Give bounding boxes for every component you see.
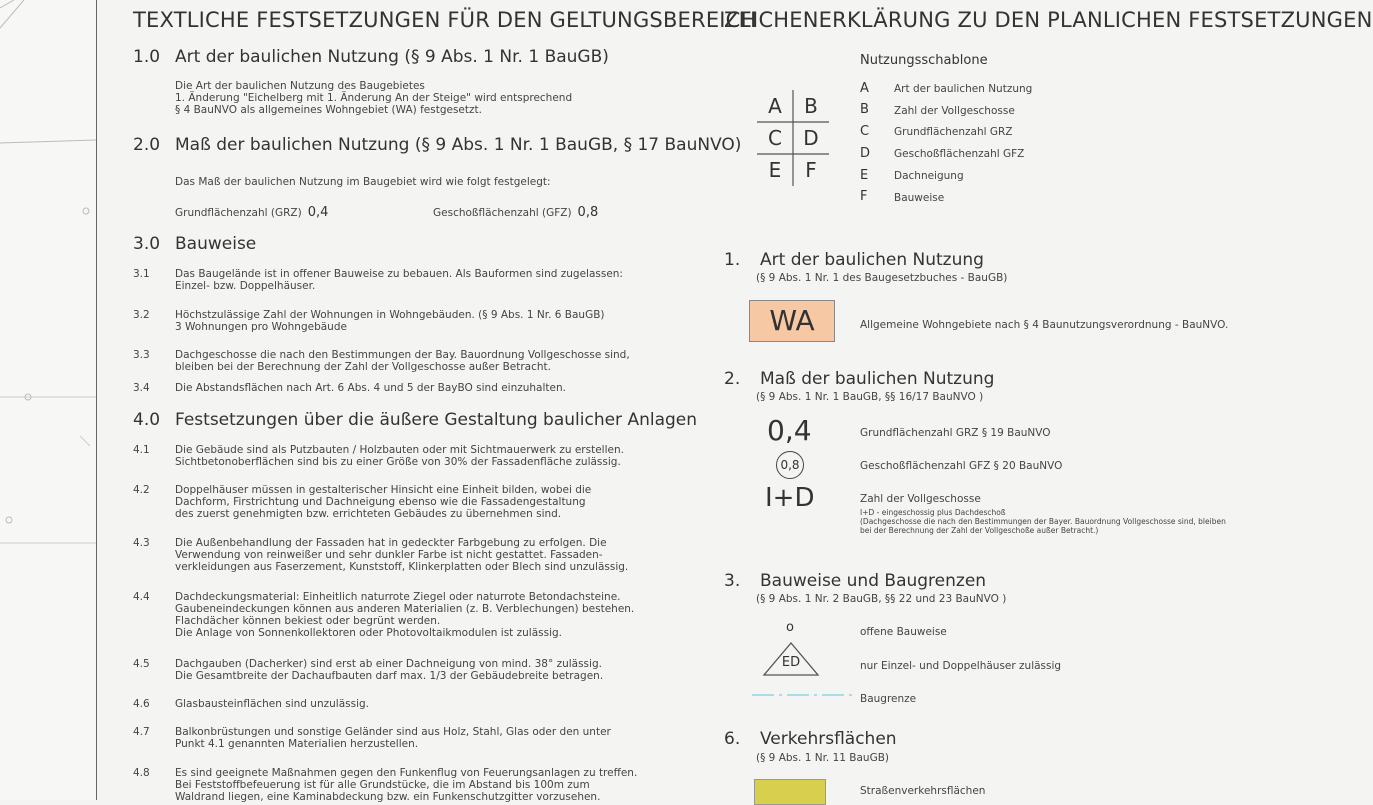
schablone-cell-c: C <box>768 126 782 150</box>
section-1-heading <box>133 47 609 67</box>
item-4-5-number: 4.5 <box>133 658 150 670</box>
section-3-number: 3.0 <box>133 234 161 254</box>
offen-symbol: o <box>786 620 794 635</box>
legend-2-number: 2. <box>724 369 741 389</box>
legend-1-sub: (§ 9 Abs. 1 Nr. 1 des Baugesetzbuches - BauGB) <box>756 272 1008 284</box>
item-3-2-text: Höchstzulässige Zahl der Wohnungen in Wohngebäuden. (§ 9 Abs. 1 Nr. 6 BauGB) 3 Wohnungen pro Wohngebäude <box>175 309 605 333</box>
item-4-7-text: Balkonbrüstungen und sonstige Geländer sind aus Holz, Stahl, Glas oder den unter Punkt 4.1 genannten Materialien herzustellen. <box>175 726 611 750</box>
ed-description: nur Einzel- und Doppelhäuser zulässig <box>860 660 1062 672</box>
section-2-title: Maß der baulichen Nutzung (§ 9 Abs. 1 Nr. 1 BauGB, § 17 BauNVO) <box>175 135 742 155</box>
item-3-3-number: 3.3 <box>133 349 150 361</box>
offen-description: offene Bauweise <box>860 626 947 638</box>
item-3-2-number: 3.2 <box>133 309 150 321</box>
legend-6-sub: (§ 9 Abs. 1 Nr. 11 BauGB) <box>756 752 890 764</box>
legend-3-title: Bauweise und Baugrenzen <box>760 571 987 591</box>
ed-symbol: ED <box>781 655 801 670</box>
legend-2-title: Maß der baulichen Nutzung <box>760 369 995 389</box>
margin-drawing <box>0 0 96 800</box>
item-4-4-text: Dachdeckungsmaterial: Einheitlich naturrote Ziegel oder naturrote Betondachsteine. Gaubeneindeckungen können aus anderen Materialien (z. B. Verblechungen) bestehen. Flachdächer können bekiest oder begrünt werden. Die Anlage von Sonnenkollektoren oder Photovoltaikmodulen ist zulässig. <box>175 591 635 639</box>
schablone-cell-e: E <box>768 158 782 182</box>
schablone-legend-f-letter: F <box>860 189 868 204</box>
section-4-number: 4.0 <box>133 410 161 430</box>
baugrenze-line <box>752 692 854 698</box>
schablone-cell-f: F <box>805 158 817 182</box>
legend-3-heading <box>724 571 986 591</box>
legend-3-sub: (§ 9 Abs. 1 Nr. 2 BauGB, §§ 22 und 23 BauNVO ) <box>756 593 1007 605</box>
schablone-legend-e-text: Dachneigung <box>894 170 964 182</box>
schablone-legend-a-letter: A <box>860 81 869 96</box>
item-4-6-text: Glasbausteinflächen sind unzulässig. <box>175 698 369 710</box>
gfz-label: Geschoßflächenzahl (GFZ) <box>433 207 572 219</box>
item-4-1-text: Die Gebäude sind als Putzbauten / Holzbauten oder mit Sichtmauerwerk zu erstellen. Sichtbetonoberflächen sind bis zu einer Größe von 30% der Fassadenfläche zulässig. <box>175 444 624 468</box>
nutzungsschablone <box>757 86 829 190</box>
grz-label: Grundflächenzahl (GRZ) <box>175 207 302 219</box>
schablone-legend-c-text: Grundflächenzahl GRZ <box>894 126 1013 138</box>
wa-symbol: WA <box>749 300 835 342</box>
item-4-1-number: 4.1 <box>133 444 150 456</box>
gfz-symbol: 0,8 <box>776 451 804 479</box>
item-4-6-number: 4.6 <box>133 698 150 710</box>
schablone-legend-d-letter: D <box>860 146 871 161</box>
section-3-title: Bauweise <box>175 234 257 254</box>
legend-6-number: 6. <box>724 729 741 749</box>
legend-1-number: 1. <box>724 250 741 270</box>
grz-line <box>175 207 328 219</box>
gfz-value: 0,8 <box>577 205 599 220</box>
item-3-4-number: 3.4 <box>133 382 150 394</box>
schablone-cell-b: B <box>804 94 818 118</box>
item-4-8-text: Es sind geeignete Maßnahmen gegen den Funkenflug von Feuerungsanlagen zu treffen. Bei Feststoffbefeuerung ist für alle Grundstücke, die im Abstand bis 100m zum Waldrand liegen, eine Kaminabdeckung bzw. ein Funkenschutzgitter vorzusehen. <box>175 767 638 803</box>
schablone-legend-f-text: Bauweise <box>894 192 945 204</box>
baugrenze-description: Baugrenze <box>860 693 917 705</box>
item-4-3-text: Die Außenbehandlung der Fassaden hat in gedeckter Farbgebung zu erfolgen. Die Verwendung von reinweißer und sehr dunkler Farbe ist nicht gestattet. Fassaden- verkleidungen aus Faserzement, Kunststoff, Klinkerplatten oder Blech sind unzulässig. <box>175 537 629 573</box>
schablone-legend-e-letter: E <box>860 168 869 183</box>
item-3-1-text: Das Baugelände ist in offener Bauweise zu bebauen. Als Bauformen sind zugelassen: Einzel- bzw. Doppelhäuser. <box>175 268 623 292</box>
grz-symbol: 0,4 <box>767 414 812 447</box>
section-2-intro: Das Maß der baulichen Nutzung im Baugebiet wird wie folgt festgelegt: <box>175 176 551 188</box>
vollgeschoss-description: Zahl der Vollgeschosse <box>860 493 981 505</box>
right-title: ZEICHENERKLÄRUNG ZU DEN PLANLICHEN FESTSETZUNGEN <box>724 8 1373 32</box>
section-1-number: 1.0 <box>133 47 161 67</box>
item-3-4-text: Die Abstandsflächen nach Art. 6 Abs. 4 und 5 der BayBO sind einzuhalten. <box>175 382 566 394</box>
item-3-1-number: 3.1 <box>133 268 150 280</box>
item-4-2-text: Doppelhäuser müssen in gestalterischer Hinsicht eine Einheit bilden, wobei die Dachform, Firstrichtung und Dachneigung ebenso wie die Fassadengestaltung des zuerst genehmigten bzw. errichteten Gebäudes zu übernehmen sind. <box>175 484 592 520</box>
ed-triangle <box>762 641 820 677</box>
legend-1-title: Art der baulichen Nutzung <box>760 250 984 270</box>
item-4-5-text: Dachgauben (Dacherker) sind erst ab einer Dachneigung von mind. 38° zulässig. Die Gesamtbreite der Dachaufbauten darf max. 1/3 der Gebäudebreite betragen. <box>175 658 604 682</box>
left-title: TEXTLICHE FESTSETZUNGEN FÜR DEN GELTUNGSBEREICH <box>133 8 757 32</box>
item-4-8-number: 4.8 <box>133 767 150 779</box>
schablone-cell-a: A <box>768 94 782 118</box>
schablone-legend-a-text: Art der baulichen Nutzung <box>894 83 1033 95</box>
section-1-title: Art der baulichen Nutzung (§ 9 Abs. 1 Nr. 1 BauGB) <box>175 47 609 67</box>
item-4-4-number: 4.4 <box>133 591 150 603</box>
schablone-title: Nutzungsschablone <box>860 53 988 68</box>
grz-value: 0,4 <box>307 205 329 220</box>
section-2-heading <box>133 135 741 155</box>
strassen-description: Straßenverkehrsflächen <box>860 785 986 797</box>
item-4-2-number: 4.2 <box>133 484 150 496</box>
section-1-text: Die Art der baulichen Nutzung des Baugebietes 1. Änderung "Eichelberg mit 1. Änderung An der Steige" wird entsprechend § 4 BauNVO als allgemeines Wohngebiet (WA) festgesetzt. <box>175 80 573 116</box>
gfz-line <box>433 207 598 219</box>
item-3-3-text: Dachgeschosse die nach den Bestimmungen der Bay. Bauordnung Vollgeschosse sind, bleiben bei der Berechnung der Zahl der Vollgeschosse außer Betracht. <box>175 349 630 373</box>
legend-2-sub: (§ 9 Abs. 1 Nr. 1 BauGB, §§ 16/17 BauNVO ) <box>756 391 984 403</box>
section-4-title: Festsetzungen über die äußere Gestaltung baulicher Anlagen <box>175 410 698 430</box>
legend-6-title: Verkehrsflächen <box>760 729 897 749</box>
schablone-cell-d: D <box>803 126 819 150</box>
section-3-heading <box>133 234 256 254</box>
legend-1-heading <box>724 250 984 270</box>
schablone-legend-b-letter: B <box>860 102 869 117</box>
strassen-symbol <box>754 779 826 805</box>
schablone-legend-c-letter: C <box>860 124 870 139</box>
grz-description: Grundflächenzahl GRZ § 19 BauNVO <box>860 427 1051 439</box>
legend-2-heading <box>724 369 994 389</box>
wa-description: Allgemeine Wohngebiete nach § 4 Baunutzungsverordnung - BauNVO. <box>860 319 1229 331</box>
legend-3-number: 3. <box>724 571 741 591</box>
item-4-3-number: 4.3 <box>133 537 150 549</box>
vollgeschoss-note: I+D - eingeschossig plus Dachdeschoß (Dachgeschosse die nach den Bestimmungen der Bayer. Bauordnung Vollgeschosse sind, bleiben bei der Berechnung der Zahl der Vollgeschoße außer Betracht.) <box>860 508 1226 535</box>
section-2-number: 2.0 <box>133 135 161 155</box>
schablone-legend-b-text: Zahl der Vollgeschosse <box>894 105 1015 117</box>
item-4-7-number: 4.7 <box>133 726 150 738</box>
margin-strip <box>0 0 97 800</box>
gfz-description: Geschoßflächenzahl GFZ § 20 BauNVO <box>860 460 1063 472</box>
schablone-legend-d-text: Geschoßflächenzahl GFZ <box>894 148 1025 160</box>
section-4-heading <box>133 410 697 430</box>
legend-6-heading <box>724 729 897 749</box>
vollgeschoss-symbol: I+D <box>765 483 815 513</box>
